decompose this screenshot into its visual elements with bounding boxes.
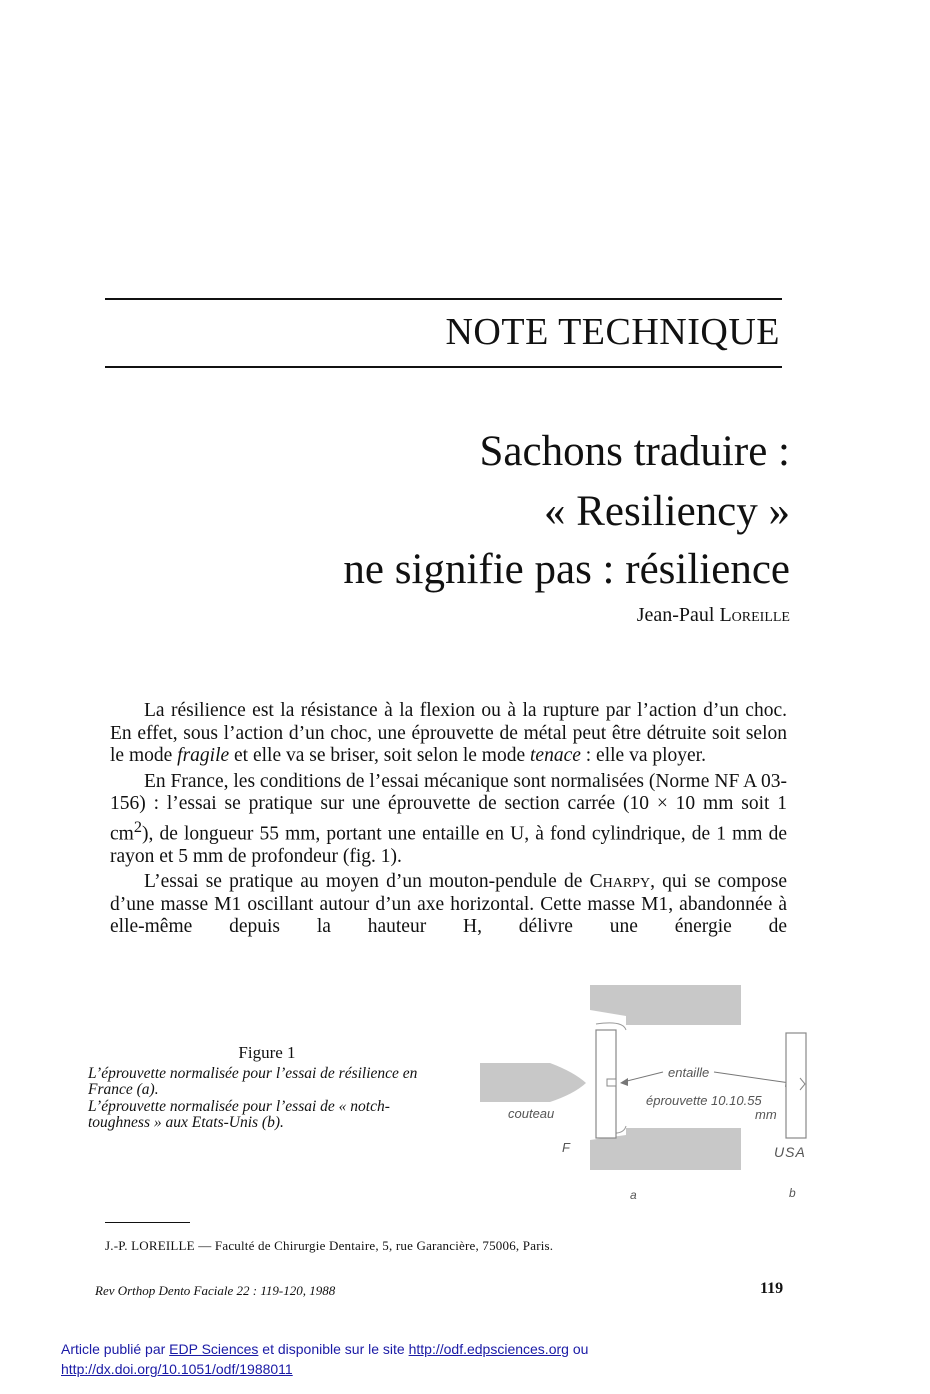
label-a: a [630,1188,637,1202]
label-f: F [562,1140,570,1155]
header-rule-top [105,298,782,300]
upper-anvil [590,985,741,1025]
body-text: : elle va ployer. [580,745,706,766]
publisher-link[interactable]: EDP Sciences [169,1341,259,1357]
figure-caption-b: L’éprouvette normalisée pour l’essai de « notch-toughness » aux Etats-Unis (b). [88,1097,390,1131]
label-mm: mm [755,1107,777,1122]
article-body [110,700,787,939]
couteau-knife [480,1063,586,1102]
specimen-holder-top [596,1023,626,1030]
label-entaille: entaille [668,1065,710,1080]
name-charpy: Charpy [589,871,651,892]
body-paragraph-1 [110,700,787,768]
publisher-banner [61,1339,588,1379]
specimen-b [786,1033,806,1138]
label-eprouvette: éprouvette 10.10.55 [646,1093,762,1108]
body-text: En France, les conditions de l’essai mécanique sont normalisées (Norme NF A 03-156) : l’essai se pratique sur une éprouvette de section carrée (10 × 10 mm soit 1 cm [110,770,787,844]
label-b: b [789,1186,796,1200]
journal-reference: Rev Orthop Dento Faciale 22 : 119-120, 1988 [95,1283,336,1298]
arrow-head-left [620,1078,628,1086]
body-text: , qui se compose d’une masse M1 oscillant autour d’un axe horizontal. Cette masse M1, abandonnée à elle-même depuis la hauteur H, délivre une énergie de [110,871,787,937]
article-title-line-2: « Resiliency » [543,488,790,535]
body-paragraph-3 [110,871,787,939]
emphasis-tenace: tenace [530,745,581,766]
body-text: L’essai se pratique au moyen d’un mouton-pendule de [144,871,590,892]
article-title-line-3: ne signifie pas : résilience [343,546,790,593]
body-text: et elle va se briser, soit selon le mode [229,745,530,766]
banner-middle: et disponible sur le site [258,1341,409,1357]
header-rule-bottom [105,366,782,368]
banner-prefix: Article publié par [61,1341,170,1357]
label-usa: USA [774,1144,806,1160]
page-number: 119 [760,1280,784,1297]
author-last-name: Loreille [719,604,790,626]
entaille-leader-right [714,1072,790,1083]
superscript: 2 [133,817,142,836]
body-text: ), de longueur 55 mm, portant une entaille en U, à fond cylindrique, de 1 mm de rayon et 5 mm de profondeur (fig. 1). [110,823,787,867]
body-text: La résilience est la résistance à la flexion ou à la rupture par l’action d’un choc. En effet, sous l’action d’un choc, une éprouvette de métal peut être détruite soit selon le mode [110,700,787,766]
body-paragraph-2 [110,771,787,869]
figure-1-diagram [478,980,818,1210]
banner-suffix: ou [568,1341,589,1357]
notch-a [607,1079,616,1086]
author-affiliation-footnote: J.-P. LOREILLE — Faculté de Chirurgie Dentaire, 5, rue Garancière, 75006, Paris. [105,1238,554,1253]
label-couteau: couteau [508,1106,555,1121]
article-title-line-1: Sachons traduire : [479,428,790,475]
author-name [637,604,790,627]
figure-caption-a: L’éprouvette normalisée pour l’essai de résilience en France (a). [88,1064,418,1098]
doi-link[interactable]: http://dx.doi.org/10.1051/odf/1988011 [61,1361,293,1377]
emphasis-fragile: fragile [177,745,230,766]
figure-caption [88,1045,446,1132]
section-heading: NOTE TECHNIQUE [445,311,780,353]
entaille-leader-left [623,1072,663,1082]
site-link[interactable]: http://odf.edpsciences.org [408,1341,569,1357]
footnote-rule [105,1222,190,1223]
figure-label: Figure 1 [238,1043,296,1062]
author-first-name: Jean-Paul [636,604,720,626]
